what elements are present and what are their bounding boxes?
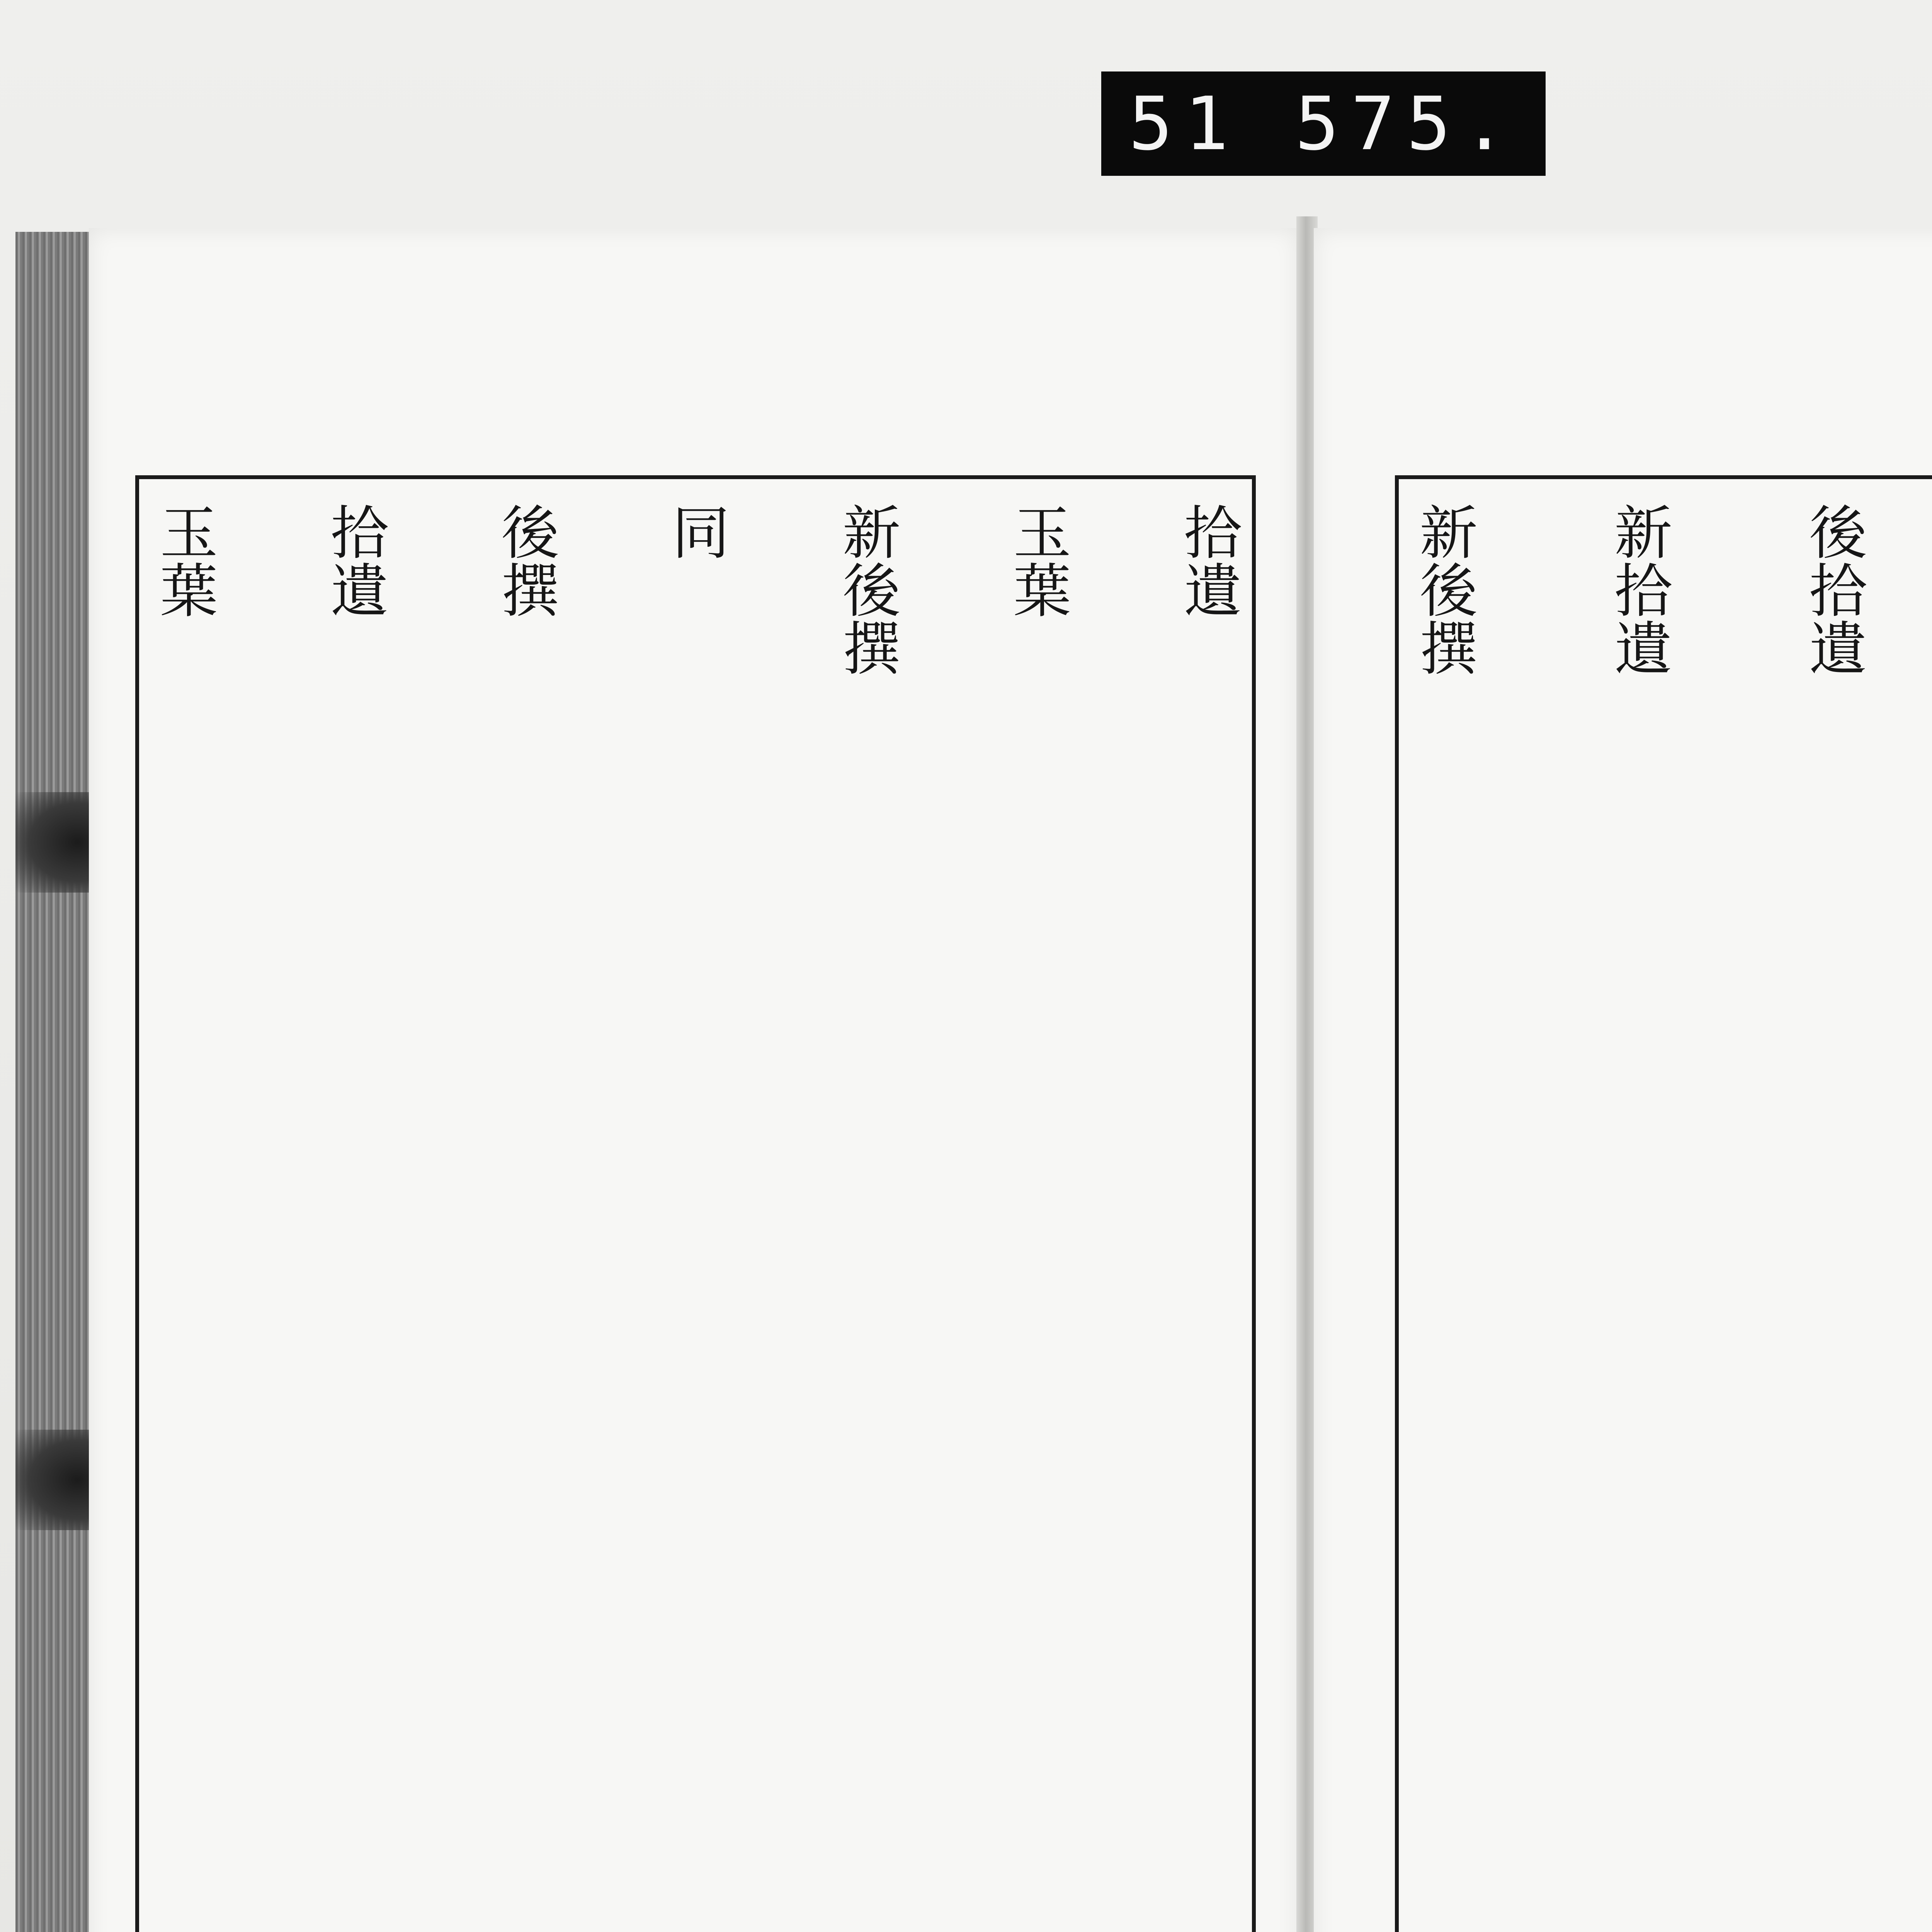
text-column: 新拾遺	[1604, 502, 1672, 676]
text-column: 後拾遺	[1799, 502, 1866, 676]
text-column: 拾遺	[320, 502, 388, 618]
text-column: 新後撰	[832, 502, 900, 676]
call-number-part-2: 575.	[1295, 81, 1519, 167]
right-page	[1314, 228, 1932, 1932]
text-column: 新後撰	[1410, 502, 1477, 676]
text-column: 玉葉	[1003, 502, 1071, 618]
right-text-frame	[1395, 475, 1932, 1932]
text-column: 後撰	[491, 502, 559, 618]
text-column: 同	[662, 502, 729, 560]
left-columns	[150, 502, 1241, 1932]
right-columns	[1410, 502, 1932, 1932]
text-column: 玉葉	[150, 502, 217, 618]
left-page	[89, 228, 1298, 1932]
call-number-label	[1101, 71, 1546, 176]
left-book-edge	[15, 232, 93, 1932]
left-text-frame	[135, 475, 1256, 1932]
call-number-part-1: 51	[1128, 81, 1240, 167]
text-column: 拾遺	[1173, 502, 1241, 618]
